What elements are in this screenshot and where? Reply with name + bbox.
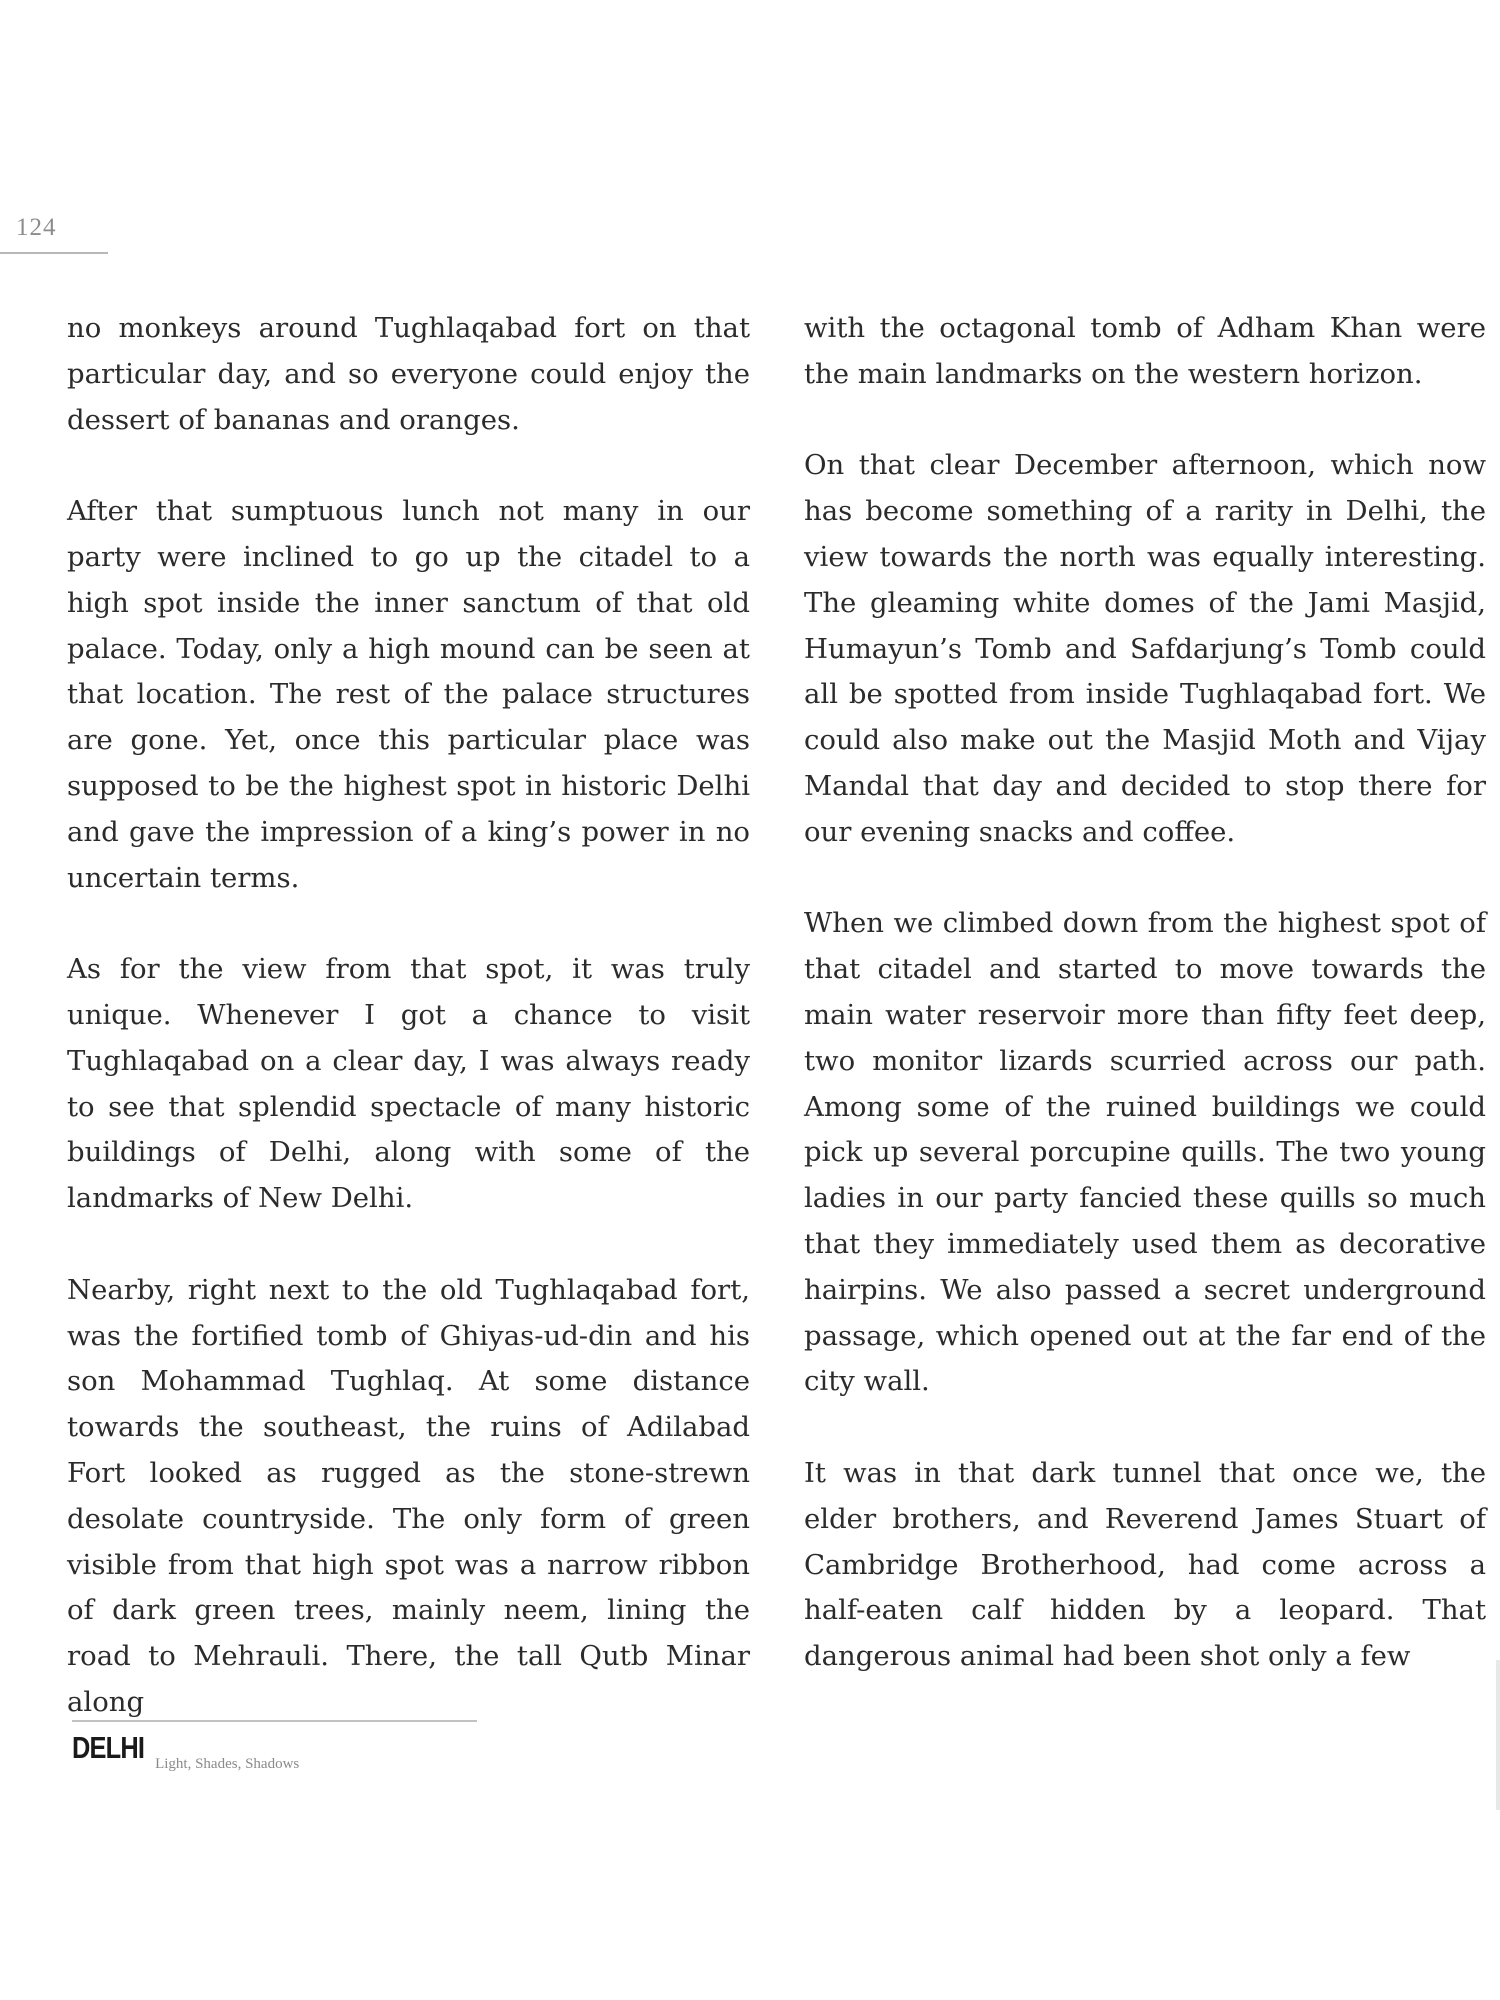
paragraph: no monkeys around Tughlaqabad fort on that particular day, and so everyone could enjoy the dessert of bananas and oranges.	[67, 312, 750, 436]
right-column	[804, 306, 1486, 1680]
footer-rule	[72, 1720, 477, 1722]
paragraph: with the octagonal tomb of Adham Khan were the main landmarks on the western horizon.	[804, 312, 1486, 390]
paragraph: After that sumptuous lunch not many in our party were inclined to go up the citadel to a high spot inside the inner sanctum of that old palace. Today, only a high mound can be seen at that location. The rest of the palace structures are gone. Yet, once this particular place was supposed to be the highest spot in historic Delhi and gave the impression of a king’s power in no uncertain terms.	[67, 495, 750, 894]
book-title: DELHI	[72, 1730, 145, 1765]
page-number: 124	[16, 214, 57, 241]
footer	[72, 1730, 299, 1773]
paragraph: On that clear December afternoon, which now has become something of a rarity in Delhi, the view towards the north was equally interesting. The gleaming white domes of the Jami Masjid, Humayun’s Tomb and Safdarjung’s Tomb could all be spotted from inside Tughlaqabad fort. We could also make out the Masjid Moth and Vijay Mandal that day and decided to stop there for our evening snacks and coffee.	[804, 449, 1486, 848]
book-subtitle: Light, Shades, Shadows	[155, 1756, 300, 1772]
left-column	[67, 306, 750, 1726]
paragraph: Nearby, right next to the old Tughlaqabad fort, was the fortified tomb of Ghiyas-ud-din and his son Mohammad Tughlaq. At some distance towards the southeast, the ruins of Adilabad Fort looked as rugged as the stone-strewn desolate countryside. The only form of green visible from that high spot was a narrow ribbon of dark green trees, mainly neem, lining the road to Mehrauli. There, the tall Qutb Minar along	[67, 1273, 750, 1718]
paragraph: It was in that dark tunnel that once we, the elder brothers, and Reverend James Stuart of Cambridge Brotherhood, had come across a half-eaten calf hidden by a leopard. That dangerous animal had been shot only a few	[804, 1456, 1486, 1673]
page-edge-shadow	[1496, 1660, 1500, 1810]
page-number-rule	[0, 252, 108, 254]
paragraph: As for the view from that spot, it was truly unique. Whenever I got a chance to visit Tughlaqabad on a clear day, I was always ready to see that splendid spectacle of many historic buildings of Delhi, along with some of the landmarks of New Delhi.	[67, 953, 750, 1215]
paragraph: When we climbed down from the highest spot of that citadel and started to move towards the main water reservoir more than fifty feet deep, two monitor lizards scurried across our path. Among some of the ruined buildings we could pick up several porcupine quills. The two young ladies in our party fancied these quills so much that they immediately used them as decorative hairpins. We also passed a secret underground passage, which opened out at the far end of the city wall.	[804, 907, 1486, 1398]
